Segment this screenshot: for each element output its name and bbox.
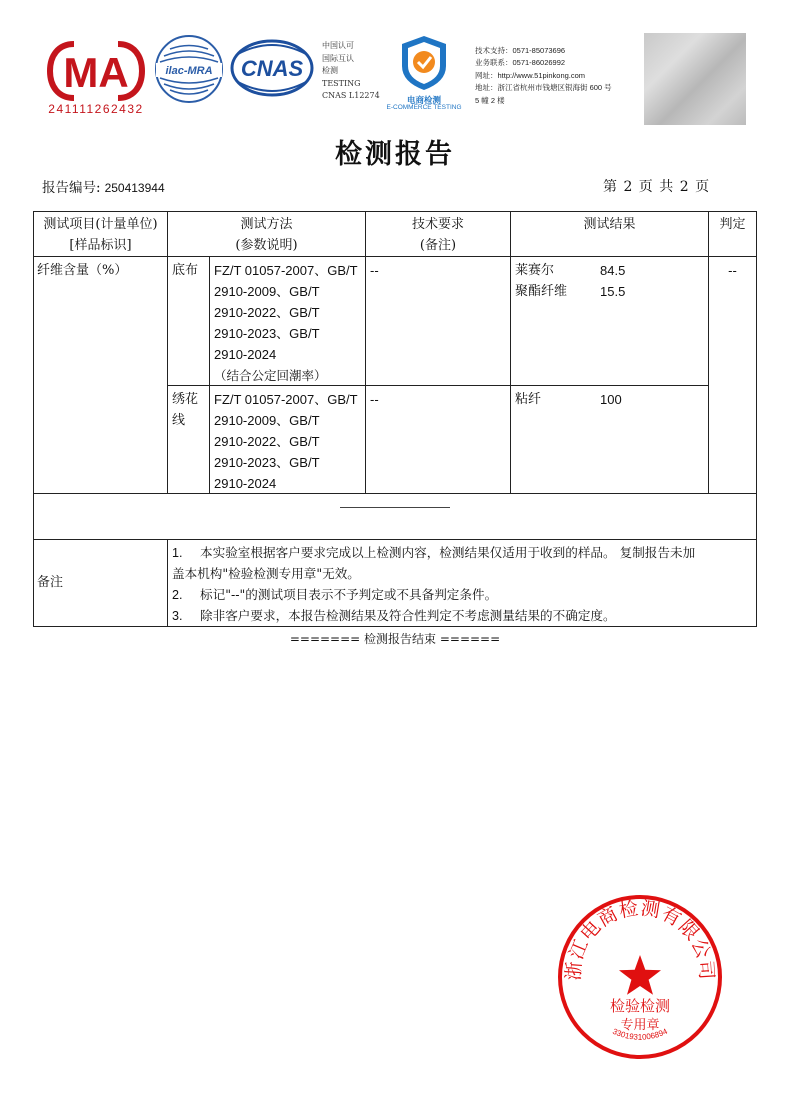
method-line: 2910-2024	[214, 476, 277, 491]
method-line: 2910-2009、GB/T	[214, 413, 320, 428]
cnas-logo-text: CNAS	[240, 56, 304, 81]
method-note: （结合公定回潮率）	[214, 368, 327, 383]
remark-number: 2.	[172, 588, 183, 602]
header-test-method-line1: 测试方法	[240, 217, 293, 232]
tech-support-phone: 技术支持：0571-85073696	[475, 46, 566, 55]
remark-item-continuation	[172, 563, 757, 584]
remark-item	[172, 605, 757, 627]
report-end-marker: ======= 检测报告结束 ======	[289, 632, 501, 646]
seal-purpose-line1: 检验检测	[609, 997, 671, 1015]
seal-code: 3301931006894	[611, 1026, 669, 1042]
header-test-method	[168, 214, 365, 256]
cnas-line: TESTING	[322, 78, 361, 88]
remark-item	[172, 542, 757, 564]
address-line-2: 5 幢 2 楼	[475, 95, 505, 105]
cma-logo-text: MA	[63, 49, 129, 96]
report-number-label: 报告编号:	[42, 180, 101, 196]
sample-name-base-fabric: 底布	[172, 263, 199, 278]
method-line: 2910-2023、GB/T	[214, 326, 320, 341]
method-base-fabric	[214, 260, 366, 386]
requirement-embroidery-thread: --	[370, 392, 379, 407]
header-test-item-line1: 测试项目(计量单位)	[43, 217, 158, 232]
cnas-line: 中国认可	[322, 41, 354, 50]
cnas-line: 检测	[322, 66, 338, 75]
method-embroidery-thread	[214, 389, 366, 494]
header-result	[511, 214, 708, 235]
page-info: 第 2 页 共 2 页	[603, 179, 710, 195]
cnas-line: 国际互认	[322, 53, 354, 63]
result-fiber-name: 粘纤	[515, 392, 542, 407]
sample-name-line: 绣花	[172, 392, 199, 407]
header-judgement-text: 判定	[719, 217, 746, 232]
report-number	[42, 176, 165, 196]
report-title: 检测报告	[335, 139, 455, 170]
cnas-accreditation-text	[322, 40, 380, 103]
seal-org-name: 浙江电商检测有限公司	[562, 897, 718, 982]
remark-text: 本实验室根据客户要求完成以上检测内容，检测结果仅适用于收到的样品。 复制报告未加	[200, 545, 696, 560]
report-number-value: 250413944	[104, 181, 165, 195]
address-line-1: 地址：浙江省杭州市钱塘区银海街 600 号	[475, 83, 612, 93]
header-test-method-line2: (参数说明)	[235, 238, 298, 253]
remark-text: 标记"--"的测试项目表示不予判定或不具备判定条件。	[200, 587, 498, 602]
official-seal-stamp	[556, 893, 724, 1061]
cma-logo	[44, 40, 148, 118]
test-item-fiber-content: 纤维含量（%）	[37, 263, 128, 278]
ecommerce-logo-name-en: E-COMMERCE TESTING	[386, 104, 462, 111]
sample-name-embroidery-thread	[172, 389, 198, 431]
remark-number: 3.	[172, 609, 183, 623]
method-line: FZ/T 01057-2007、GB/T	[214, 392, 358, 407]
judgement-value: --	[728, 263, 737, 278]
header-requirement-line1: 技术要求	[411, 217, 464, 232]
cnas-line: CNAS L12274	[322, 91, 380, 100]
header-test-item	[34, 214, 167, 256]
remark-number: 1.	[172, 546, 183, 560]
remark-text: 除非客户要求，本报告检测结果及符合性判定不考虑测量结果的不确定度。	[200, 608, 616, 623]
business-phone: 业务联系：0571-86026992	[475, 58, 566, 68]
qr-code-blurred	[644, 33, 746, 125]
result-fiber-name: 聚酯纤维	[515, 284, 568, 299]
remarks-label: 备注	[37, 575, 64, 590]
requirement-base-fabric: --	[370, 263, 379, 278]
cnas-logo	[230, 38, 314, 98]
result-fiber-value: 100	[600, 392, 622, 407]
method-line: FZ/T 01057-2007、GB/T	[214, 263, 358, 278]
header-judgement	[709, 214, 756, 235]
result-fiber-value: 15.5	[600, 284, 626, 299]
result-fiber-name: 莱赛尔	[515, 263, 555, 278]
method-line: 2910-2023、GB/T	[214, 455, 320, 470]
method-line: 2910-2022、GB/T	[214, 305, 320, 320]
result-fiber-value: 84.5	[600, 263, 626, 278]
header-requirement	[366, 214, 510, 256]
cma-code: 241111262432	[48, 102, 144, 116]
header-result-text: 测试结果	[583, 217, 636, 232]
ecommerce-logo-name: 电商检测	[406, 95, 441, 105]
blank-row-separator	[340, 507, 450, 508]
header-test-item-line2: [样品标识]	[69, 238, 132, 253]
remark-text: 盖本机构"检验检测专用章"无效。	[172, 566, 360, 581]
method-line: 2910-2024	[214, 347, 277, 362]
ilac-mra-logo	[154, 34, 224, 104]
header-requirement-line2: (备注)	[419, 238, 457, 253]
sample-name-line: 线	[172, 413, 186, 428]
website: 网址：http://www.51pinkong.com	[475, 70, 586, 80]
remark-item	[172, 584, 757, 606]
method-line: 2910-2009、GB/T	[214, 284, 320, 299]
contact-info	[475, 45, 612, 107]
method-line: 2910-2022、GB/T	[214, 434, 320, 449]
seal-star	[619, 955, 661, 995]
seal-purpose-line2: 专用章	[620, 1018, 660, 1033]
ilac-logo-text: ilac-MRA	[165, 65, 213, 77]
